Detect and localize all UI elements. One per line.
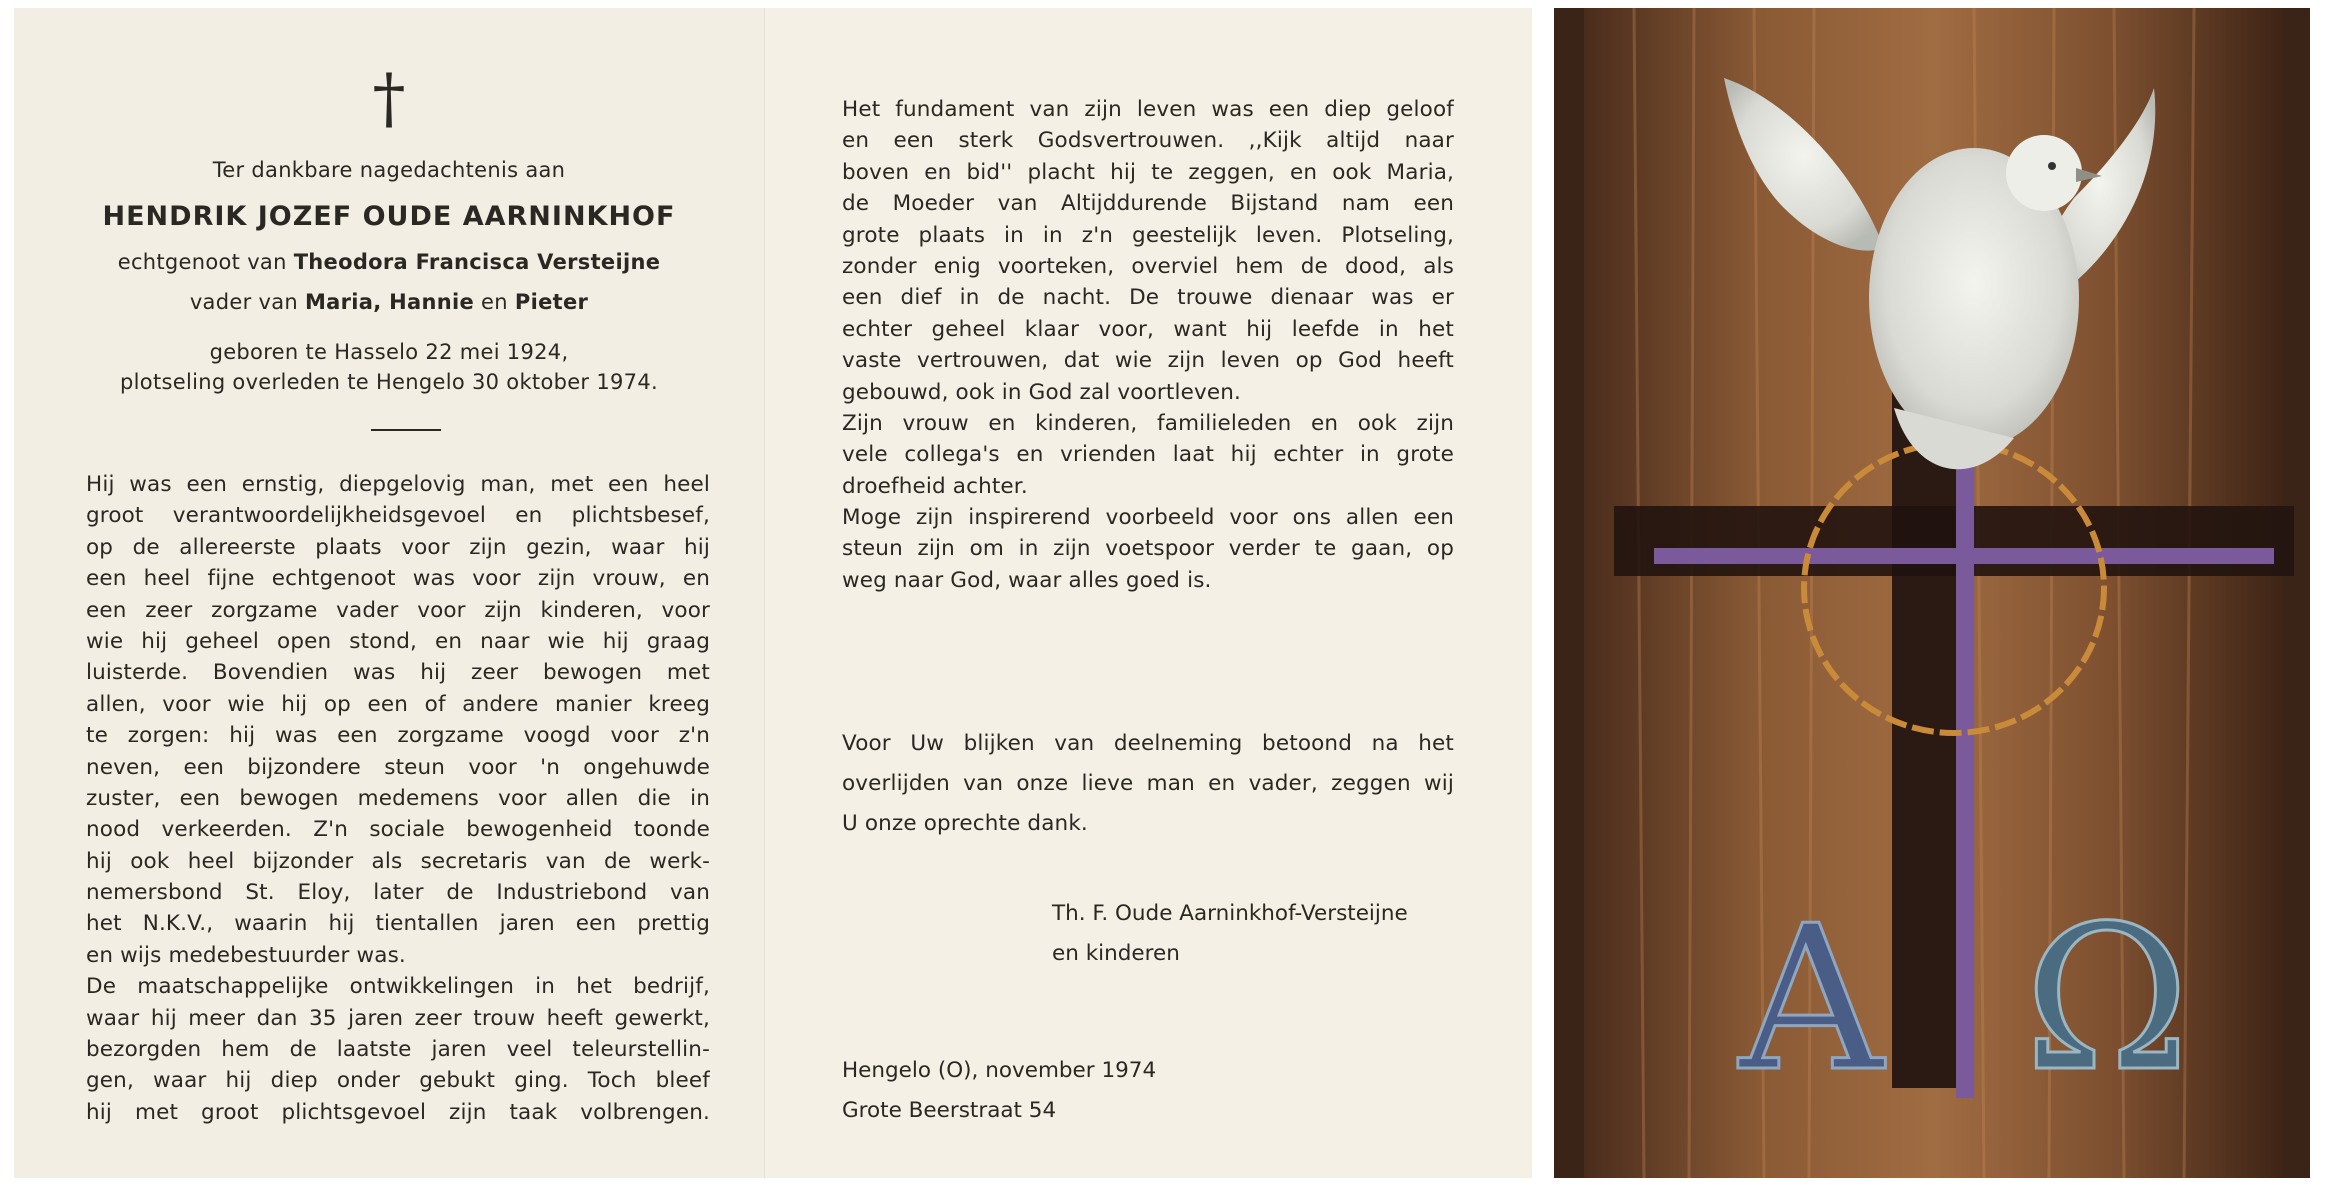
text-line: U onze oprechte dank. [842, 811, 1088, 836]
text-line: en een sterk Godsvertrouwen. ,,Kijk altijd naar [842, 128, 1454, 154]
place-date: Hengelo (O), november 1974 [842, 1058, 1157, 1083]
artwork-panel [1554, 8, 2310, 1178]
address: Grote Beerstraat 54 [842, 1098, 1057, 1123]
text-line: een dief in de nacht. De trouwe dienaar was er [842, 285, 1454, 311]
text-line: waar hij meer dan 35 jaren zeer trouw heeft gewerkt, [86, 1005, 710, 1031]
text-line: gen, waar hij diep onder gebukt ging. Toch bleef [86, 1068, 710, 1094]
text-line: nood verkeerden. Z'n sociale bewogenheid toonde [86, 817, 710, 843]
text-line: hij ook heel bijzonder als secretaris van de werk- [86, 848, 710, 874]
text-line: vaste vertrouwen, dat wie zijn leven op God heeft [842, 348, 1454, 374]
text-line: grote plaats in in z'n geestelijk leven. Plotseling, [842, 222, 1454, 248]
text-line: boven en bid'' placht hij te zeggen, en ook Maria, [842, 159, 1454, 185]
alpha-letter: A [1739, 883, 1884, 1116]
children-names-2: Pieter [514, 290, 589, 314]
text-line: een heel fijne echtgenoot was voor zijn vrouw, en [86, 566, 710, 592]
text-line: allen, voor wie hij op een of andere manier kreeg [86, 691, 710, 717]
deceased-name: HENDRIK JOZEF OUDE AARNINKHOF [102, 201, 676, 232]
middle-panel [766, 8, 1532, 1178]
text-line: overlijden van onze lieve man en vader, zeggen wij [842, 771, 1454, 796]
text-line: neven, een bijzondere steun voor 'n ongehuwde [86, 754, 710, 780]
cross-icon: † [372, 60, 406, 137]
children-and: en [481, 290, 508, 314]
text-line: luisterde. Bovendien was hij zeer bewogen met [86, 660, 710, 686]
death-line: plotseling overleden te Hengelo 30 oktober 1974. [120, 370, 658, 394]
text-line: het N.K.V., waarin hij tientallen jaren een prettig [86, 911, 710, 937]
text-line: Voor Uw blijken van deelneming betoond na het [842, 731, 1454, 756]
children-line [14, 290, 764, 314]
left-body-text [86, 469, 710, 1128]
spouse-line [14, 250, 764, 274]
text-line: gebouwd, ook in God zal voortleven. [842, 379, 1241, 405]
intro-line: Ter dankbare nagedachtenis aan [212, 158, 566, 182]
text-line: steun zijn om in zijn voetspoor verder te gaan, op [842, 536, 1454, 562]
children-names-1: Maria, Hannie [304, 290, 475, 314]
text-line: op de allereerste plaats voor zijn gezin, waar hij [86, 534, 710, 560]
text-line: Het fundament van zijn leven was een diep geloof [842, 97, 1454, 122]
text-line: weg naar God, waar alles goed is. [842, 567, 1212, 593]
divider-rule [371, 429, 441, 431]
middle-body-text [842, 94, 1454, 596]
text-line: groot verantwoordelijkheidsgevoel en plichtsbesef, [86, 503, 710, 529]
artwork-svg [1554, 8, 2310, 1178]
cross-vertical-beam [1956, 398, 1974, 1098]
text-line: de Moeder van Altijddurende Bijstand nam een [842, 191, 1454, 217]
signature-family: en kinderen [1052, 941, 1180, 966]
text-line: een zeer zorgzame vader voor zijn kinderen, voor [86, 597, 710, 623]
text-line: te zorgen: hij was een zorgzame voogd voor z'n [86, 723, 710, 749]
omega-letter: Ω [2024, 883, 2190, 1116]
birth-line: geboren te Hasselo 22 mei 1924, [209, 340, 569, 364]
text-line: bezorgden hem de laatste jaren veel teleurstellin- [86, 1037, 710, 1063]
children-prefix: vader van [189, 290, 298, 314]
text-line: vele collega's en vrienden laat hij echter in grote [842, 442, 1454, 468]
text-line: Hij was een ernstig, diepgelovig man, met een heel [86, 472, 710, 497]
text-line: hij met groot plichtsgevoel zijn taak volbrengen. [86, 1099, 710, 1125]
text-line: echter geheel klaar voor, want hij leefde in het [842, 316, 1454, 342]
text-line: wie hij geheel open stond, en naar wie hij graag [86, 628, 710, 654]
text-line: De maatschappelijke ontwikkelingen in het bedrijf, [86, 974, 710, 1000]
text-line: Moge zijn inspirerend voorbeeld voor ons allen een [842, 505, 1454, 531]
text-line: Zijn vrouw en kinderen, familieleden en ook zijn [842, 410, 1454, 436]
thanks-text [842, 724, 1454, 844]
left-panel [14, 8, 764, 1178]
spouse-name: Theodora Francisca Versteijne [293, 250, 661, 274]
text-line: en wijs medebestuurder was. [86, 942, 406, 968]
text-line: nemersbond St. Eloy, later de Industriebond van [86, 880, 710, 906]
text-line: zonder enig voorteken, overviel hem de dood, als [842, 253, 1454, 279]
text-line: zuster, een bewogen medemens voor allen die in [86, 785, 710, 811]
cross-horizontal-beam [1654, 548, 2274, 564]
text-line: droefheid achter. [842, 473, 1028, 499]
spouse-prefix: echtgenoot van [117, 250, 287, 274]
signature-name: Th. F. Oude Aarninkhof-Versteijne [1052, 901, 1408, 926]
